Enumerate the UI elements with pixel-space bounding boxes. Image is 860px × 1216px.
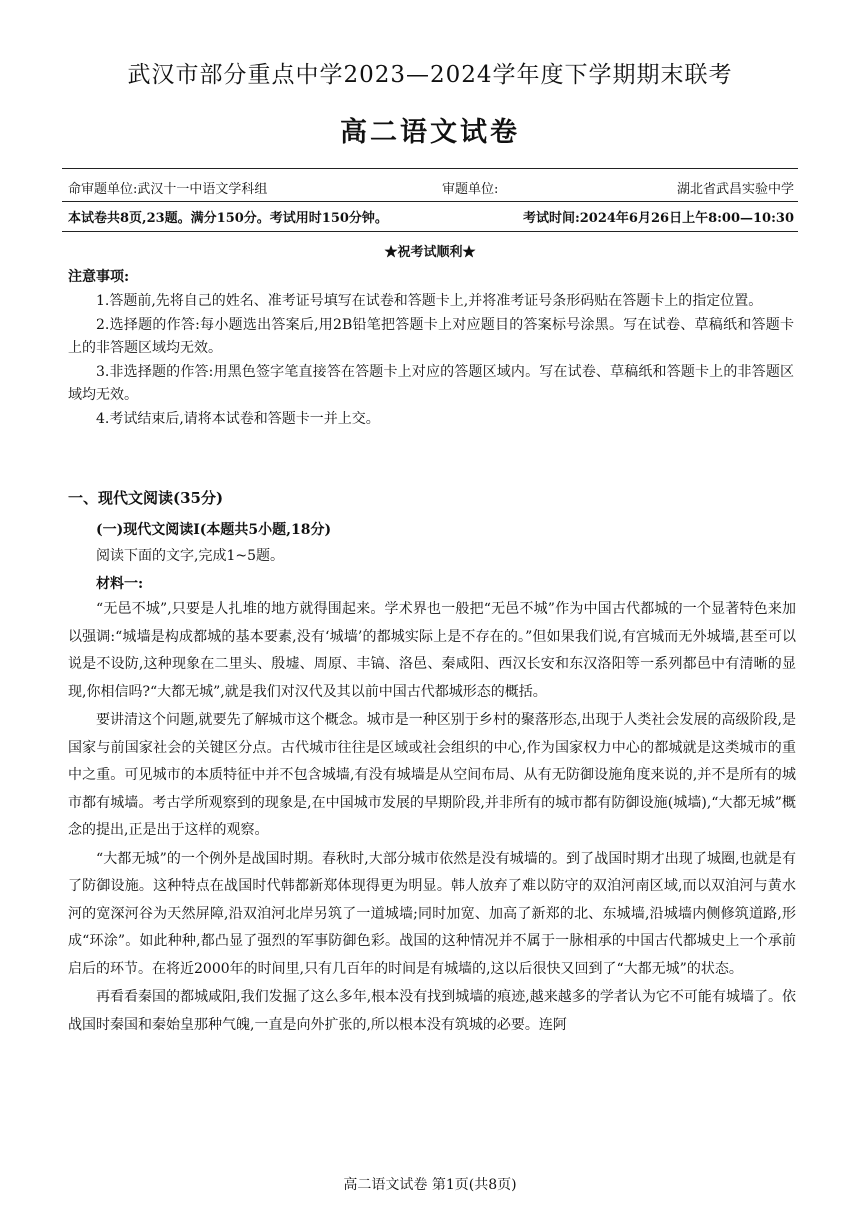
note-item: 3.非选择题的作答:用黑色签字笔直接答在答题卡上对应的答题区域内。写在试卷、草稿纸和答题卡上的非答题区域均无效。: [68, 363, 794, 403]
reviewer-text: 湖北省武昌实验中学: [676, 182, 794, 197]
reviewer-label: 审题单位:: [442, 182, 499, 197]
reading-instruction: 阅读下面的文字,完成1~5题。: [96, 548, 284, 564]
notes-list: [68, 290, 794, 431]
paragraph: 再看看秦国的都城咸阳,我们发掘了这么多年,根本没有找到城墙的痕迹,越来越多的学者认为它不可能有城墙了。依战国时秦国和秦始皇那种气魄,一直是向外扩张的,所以根本没有筑城的必要。连阿: [68, 989, 796, 1033]
part-heading: (一)现代文阅读Ⅰ(本题共5小题,18分): [96, 522, 332, 538]
note-item: 4.考试结束后,请将本试卷和答题卡一并上交。: [96, 410, 380, 427]
paragraph: “无邑不城”,只要是人扎堆的地方就得围起来。学术界也一般把“无邑不城”作为中国古代都城的一个显著特色来加以强调:“城墙是构成都城的基本要素,没有‘城墙’的都城实际上是不存在的。”但如果我们说,有宫城而无外城墙,甚至可以说是不设防,这种现象在二里头、殷墟、周原、丰镐、洛邑、秦咸阳、西汉长安和东汉洛阳等一系列都邑中有清晰的显现,你相信吗?“大都无城”,就是我们对汉代及其以前中国古代都城形态的概括。: [68, 601, 796, 700]
section-heading: 一、现代文阅读(35分): [68, 489, 224, 507]
note-item: 1.答题前,先将自己的姓名、准考证号填写在试卷和答题卡上,并将准考证号条形码贴在答题卡上的指定位置。: [96, 293, 763, 309]
note-item: 2.选择题的作答:每小题选出答案后,用2B铅笔把答题卡上对应题目的答案标号涂黑。写在试卷、草稿纸和答题卡上的非答题区域均无效。: [68, 316, 794, 356]
exam-subtitle: 高二语文试卷: [340, 117, 520, 148]
material-body: [68, 596, 796, 1040]
bottom-rule: [62, 231, 798, 232]
paragraph: 要讲清这个问题,就要先了解城市这个概念。城市是一种区别于乡村的聚落形态,出现于人类社会发展的高级阶段,是国家与前国家社会的关键区分点。古代城市往往是区域或社会组织的中心,作为国家权力中心的都城就是这类城市的重中之重。可见城市的本质特征中并不包含城墙,有没有城墙是从空间布局、从有无防御设施角度来说的,并不是所有的城市都有城墙。考古学所观察到的现象是,在中国城市发展的早期阶段,并非所有的城市都有防御设施(城墙),“大都无城”概念的提出,正是出于这样的观察。: [68, 712, 796, 838]
paragraph: “大都无城”的一个例外是战国时期。春秋时,大部分城市依然是没有城墙的。到了战国时期才出现了城圈,也就是有了防御设施。这种特点在战国时代韩都新郑体现得更为明显。韩人放弃了难以防守的双洎河南区域,而以双洎河与黄水河的宽深河谷为天然屏障,沿双洎河北岸另筑了一道城墙;同时加宽、加高了新郑的北、东城墙,沿城墙内侧修筑道路,形成“环涂”。如此种种,都凸显了强烈的军事防御色彩。战国的这种情况并不属于一脉相承的中国古代都城史上一个承前启后的环节。在将近2000年的时间里,只有几百年的时间是有城墙的,这以后很快又回到了“大都无城”的状态。: [68, 850, 796, 977]
page-footer: 高二语文试卷 第1页(共8页): [343, 1177, 517, 1193]
material-label: 材料一:: [96, 576, 144, 592]
good-luck-banner: ★祝考试顺利★: [384, 245, 476, 260]
exam-title: 武汉市部分重点中学2023—2024学年度下学期期末联考: [127, 62, 733, 88]
top-rule: [62, 168, 798, 169]
paper-info-text: 本试卷共8页,23题。满分150分。考试用时150分钟。: [68, 211, 388, 226]
notes-heading: 注意事项:: [68, 269, 130, 285]
proposer-text: 命审题单位:武汉十一中语文学科组: [68, 182, 268, 197]
middle-rule: [62, 201, 798, 202]
exam-time-text: 考试时间:2024年6月26日上午8:00—10:30: [522, 211, 794, 226]
